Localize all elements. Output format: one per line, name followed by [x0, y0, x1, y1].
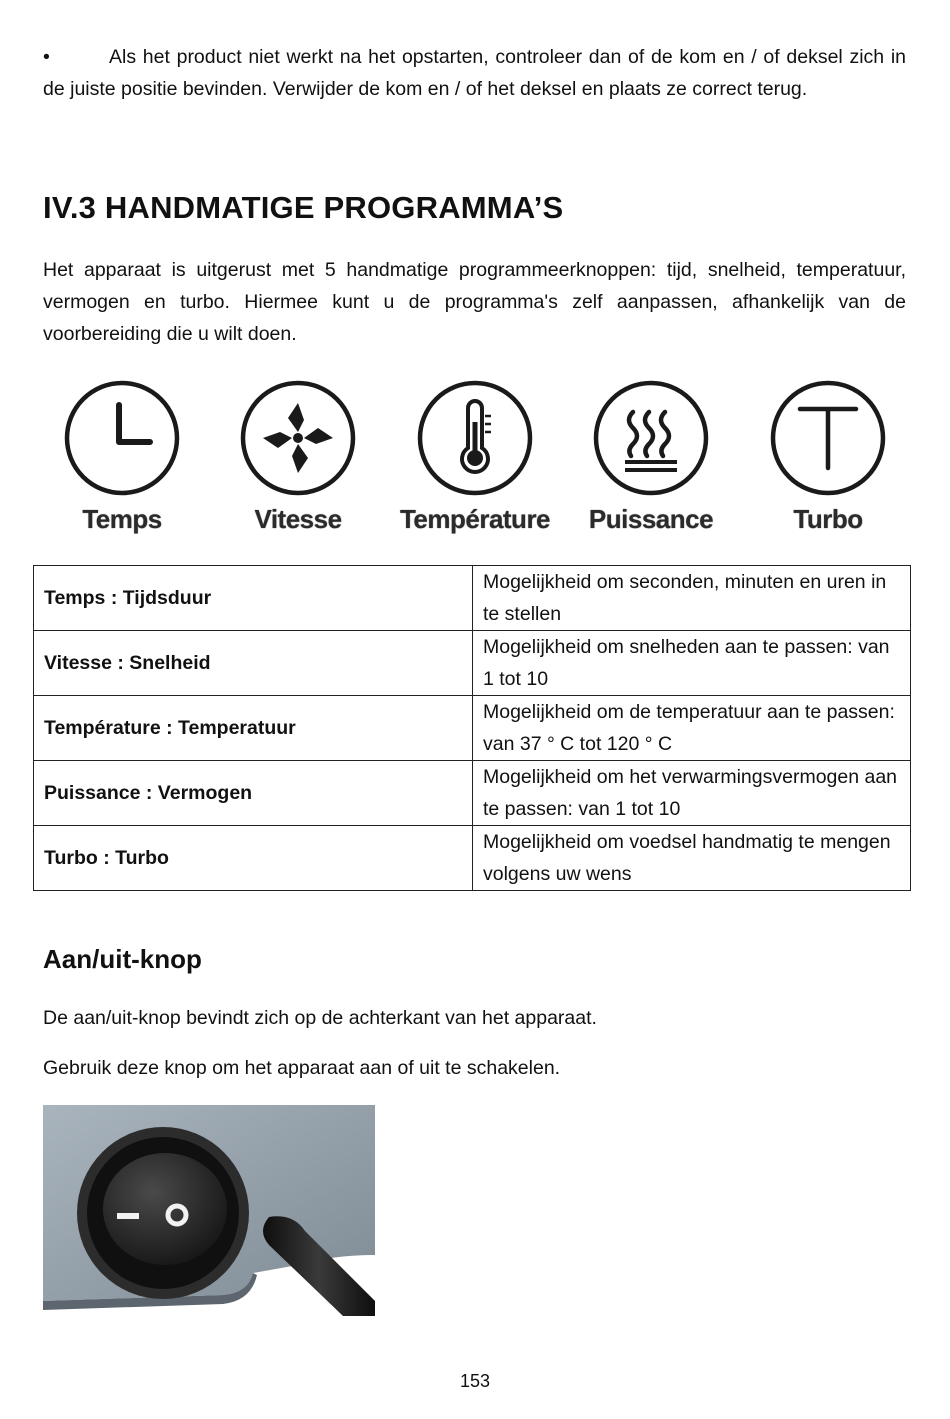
- power-switch-illustration: [43, 1105, 375, 1316]
- program-vitesse: [210, 372, 386, 544]
- program-turbo: [740, 372, 916, 544]
- table-key: Température : Temperatuur: [34, 696, 473, 761]
- power-switch-photo: [43, 1105, 375, 1316]
- program-temperature: [387, 372, 563, 544]
- power-button-line2: Gebruik deze knop om het apparaat aan of uit te schakelen.: [43, 1057, 561, 1079]
- section-title: IV.3 HANDMATIGE PROGRAMMA’S: [43, 190, 564, 225]
- turbo-t-icon: [768, 372, 888, 497]
- fan-icon: [238, 372, 358, 497]
- power-button-line1: De aan/uit-knop bevindt zich op de achterkant van het apparaat.: [43, 1007, 597, 1029]
- table-key: Turbo : Turbo: [34, 826, 473, 891]
- program-puissance: [563, 372, 739, 544]
- program-icons-row: [40, 372, 910, 544]
- heat-waves-icon: [591, 372, 711, 497]
- program-label: Puissance: [588, 504, 714, 534]
- bullet-icon: •: [43, 46, 50, 68]
- section-description: Het apparaat is uitgerust met 5 handmatige programmeerknoppen: tijd, snelheid, temperatuur, vermogen en turbo. Hiermee kunt u de programma's zelf aanpassen, afhankelijk van de voorbereiding die u wilt doen.: [43, 259, 906, 345]
- table-value: Mogelijkheid om de temperatuur aan te passen: van 37 ° C tot 120 ° C: [473, 696, 911, 761]
- clock-icon: [62, 372, 182, 497]
- program-temps: [34, 372, 210, 544]
- intro-paragraph: [43, 41, 906, 105]
- table-row: [34, 696, 911, 761]
- table-row: [34, 631, 911, 696]
- table-value: Mogelijkheid om snelheden aan te passen: van 1 tot 10: [473, 631, 911, 696]
- thermometer-icon: [415, 372, 535, 497]
- table-key: Puissance : Vermogen: [34, 761, 473, 826]
- program-table: [33, 565, 911, 891]
- table-value: Mogelijkheid om het verwarmingsvermogen aan te passen: van 1 tot 10: [473, 761, 911, 826]
- page-number: 153: [459, 1371, 491, 1391]
- program-label: Turbo: [793, 504, 863, 534]
- table-row: [34, 761, 911, 826]
- intro-text: Als het product niet werkt na het opstarten, controleer dan of de kom en / of deksel zich in de juiste positie bevinden. Verwijder de kom en / of het deksel en plaats ze correct terug.: [43, 46, 906, 100]
- program-label: Temps: [82, 504, 162, 534]
- table-row: [34, 826, 911, 891]
- table-key: Temps : Tijdsduur: [34, 566, 473, 631]
- program-label: Vitesse: [254, 504, 342, 534]
- power-button-title: Aan/uit-knop: [43, 944, 202, 974]
- program-label: Température: [399, 504, 551, 534]
- table-value: Mogelijkheid om seconden, minuten en uren in te stellen: [473, 566, 911, 631]
- table-value: Mogelijkheid om voedsel handmatig te mengen volgens uw wens: [473, 826, 911, 891]
- table-key: Vitesse : Snelheid: [34, 631, 473, 696]
- table-row: [34, 566, 911, 631]
